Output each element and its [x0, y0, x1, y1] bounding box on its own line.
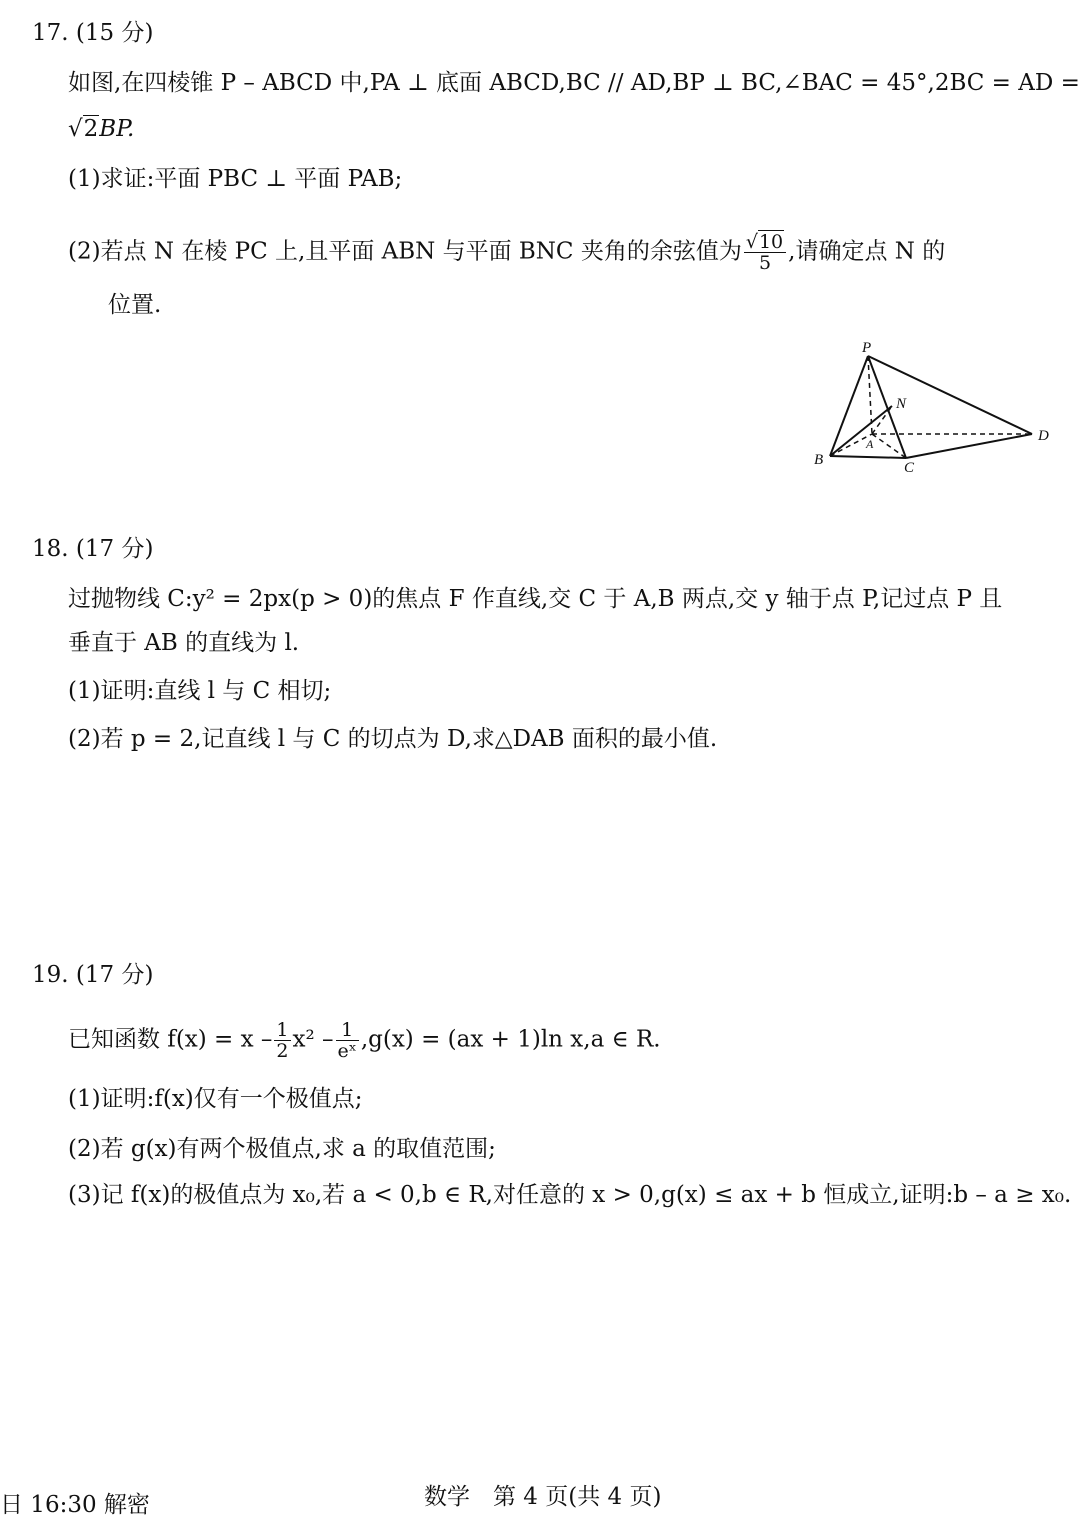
label-B: B: [814, 452, 824, 468]
sqrt-2: √2: [68, 116, 99, 142]
q18-part1: (1)证明:直线 l 与 C 相切;: [68, 678, 332, 704]
q17-header: 17. (15 分): [32, 20, 154, 46]
q17-part2-cont: 位置.: [108, 292, 162, 318]
edge-CD: [906, 434, 1032, 458]
footer-page-number: 数学 第 4 页(共 4 页): [424, 1484, 662, 1510]
q17-stem-line2: √2BP.: [68, 116, 135, 142]
label-C: C: [904, 460, 915, 476]
q18-header: 18. (17 分): [32, 536, 154, 562]
q19-header: 19. (17 分): [32, 962, 154, 988]
edge-BC: [830, 456, 906, 458]
q19-part2: (2)若 g(x)有两个极值点,求 a 的取值范围;: [68, 1136, 496, 1162]
q18-stem-line2: 垂直于 AB 的直线为 l.: [68, 630, 300, 656]
q18-part2: (2)若 p = 2,记直线 l 与 C 的切点为 D,求△DAB 面积的最小值.: [68, 726, 718, 752]
footer-time: 日 16:30 解密: [0, 1492, 150, 1518]
fraction-1-over-ex: $\frac{1}{\text{eˣ}}$: [337, 1019, 357, 1062]
pyramid-diagram: [800, 330, 1060, 480]
label-P: P: [862, 340, 872, 356]
label-A: A: [866, 437, 874, 451]
q17-part1: (1)求证:平面 PBC ⊥ 平面 PAB;: [68, 166, 403, 192]
fraction-1-over-2: $\frac{1}{2}$: [276, 1019, 289, 1062]
label-N: N: [896, 396, 907, 412]
fraction-sqrt10-over-5: $\frac{√10}{5}$: [744, 232, 786, 273]
q17-stem-line1: 如图,在四棱锥 P – ABCD 中,PA ⊥ 底面 ABCD,BC // AD,BP ⊥ BC,∠BAC = 45°,2BC = AD =: [68, 70, 1080, 96]
q19-stem: 已知函数 f(x) = x – $\frac{1}{2}$ x² – $\frac{1}{\text{eˣ}}$ ,g(x) = (ax + 1)ln x,a ∈ R.: [68, 1019, 661, 1062]
label-D: D: [1038, 428, 1049, 444]
q17-part2: (2)若点 N 在棱 PC 上,且平面 ABN 与平面 BNC 夹角的余弦值为 $\frac{√10}{5}$ ,请确定点 N 的: [68, 231, 946, 274]
q19-part3: (3)记 f(x)的极值点为 x₀,若 a < 0,b ∈ R,对任意的 x > 0,g(x) ≤ ax + b 恒成立,证明:b – a ≥ x₀.: [68, 1182, 1072, 1208]
q18-stem-line1: 过抛物线 C:y² = 2px(p > 0)的焦点 F 作直线,交 C 于 A,B 两点,交 y 轴于点 P,记过点 P 且: [68, 586, 1003, 612]
q19-part1: (1)证明:f(x)仅有一个极值点;: [68, 1086, 363, 1112]
